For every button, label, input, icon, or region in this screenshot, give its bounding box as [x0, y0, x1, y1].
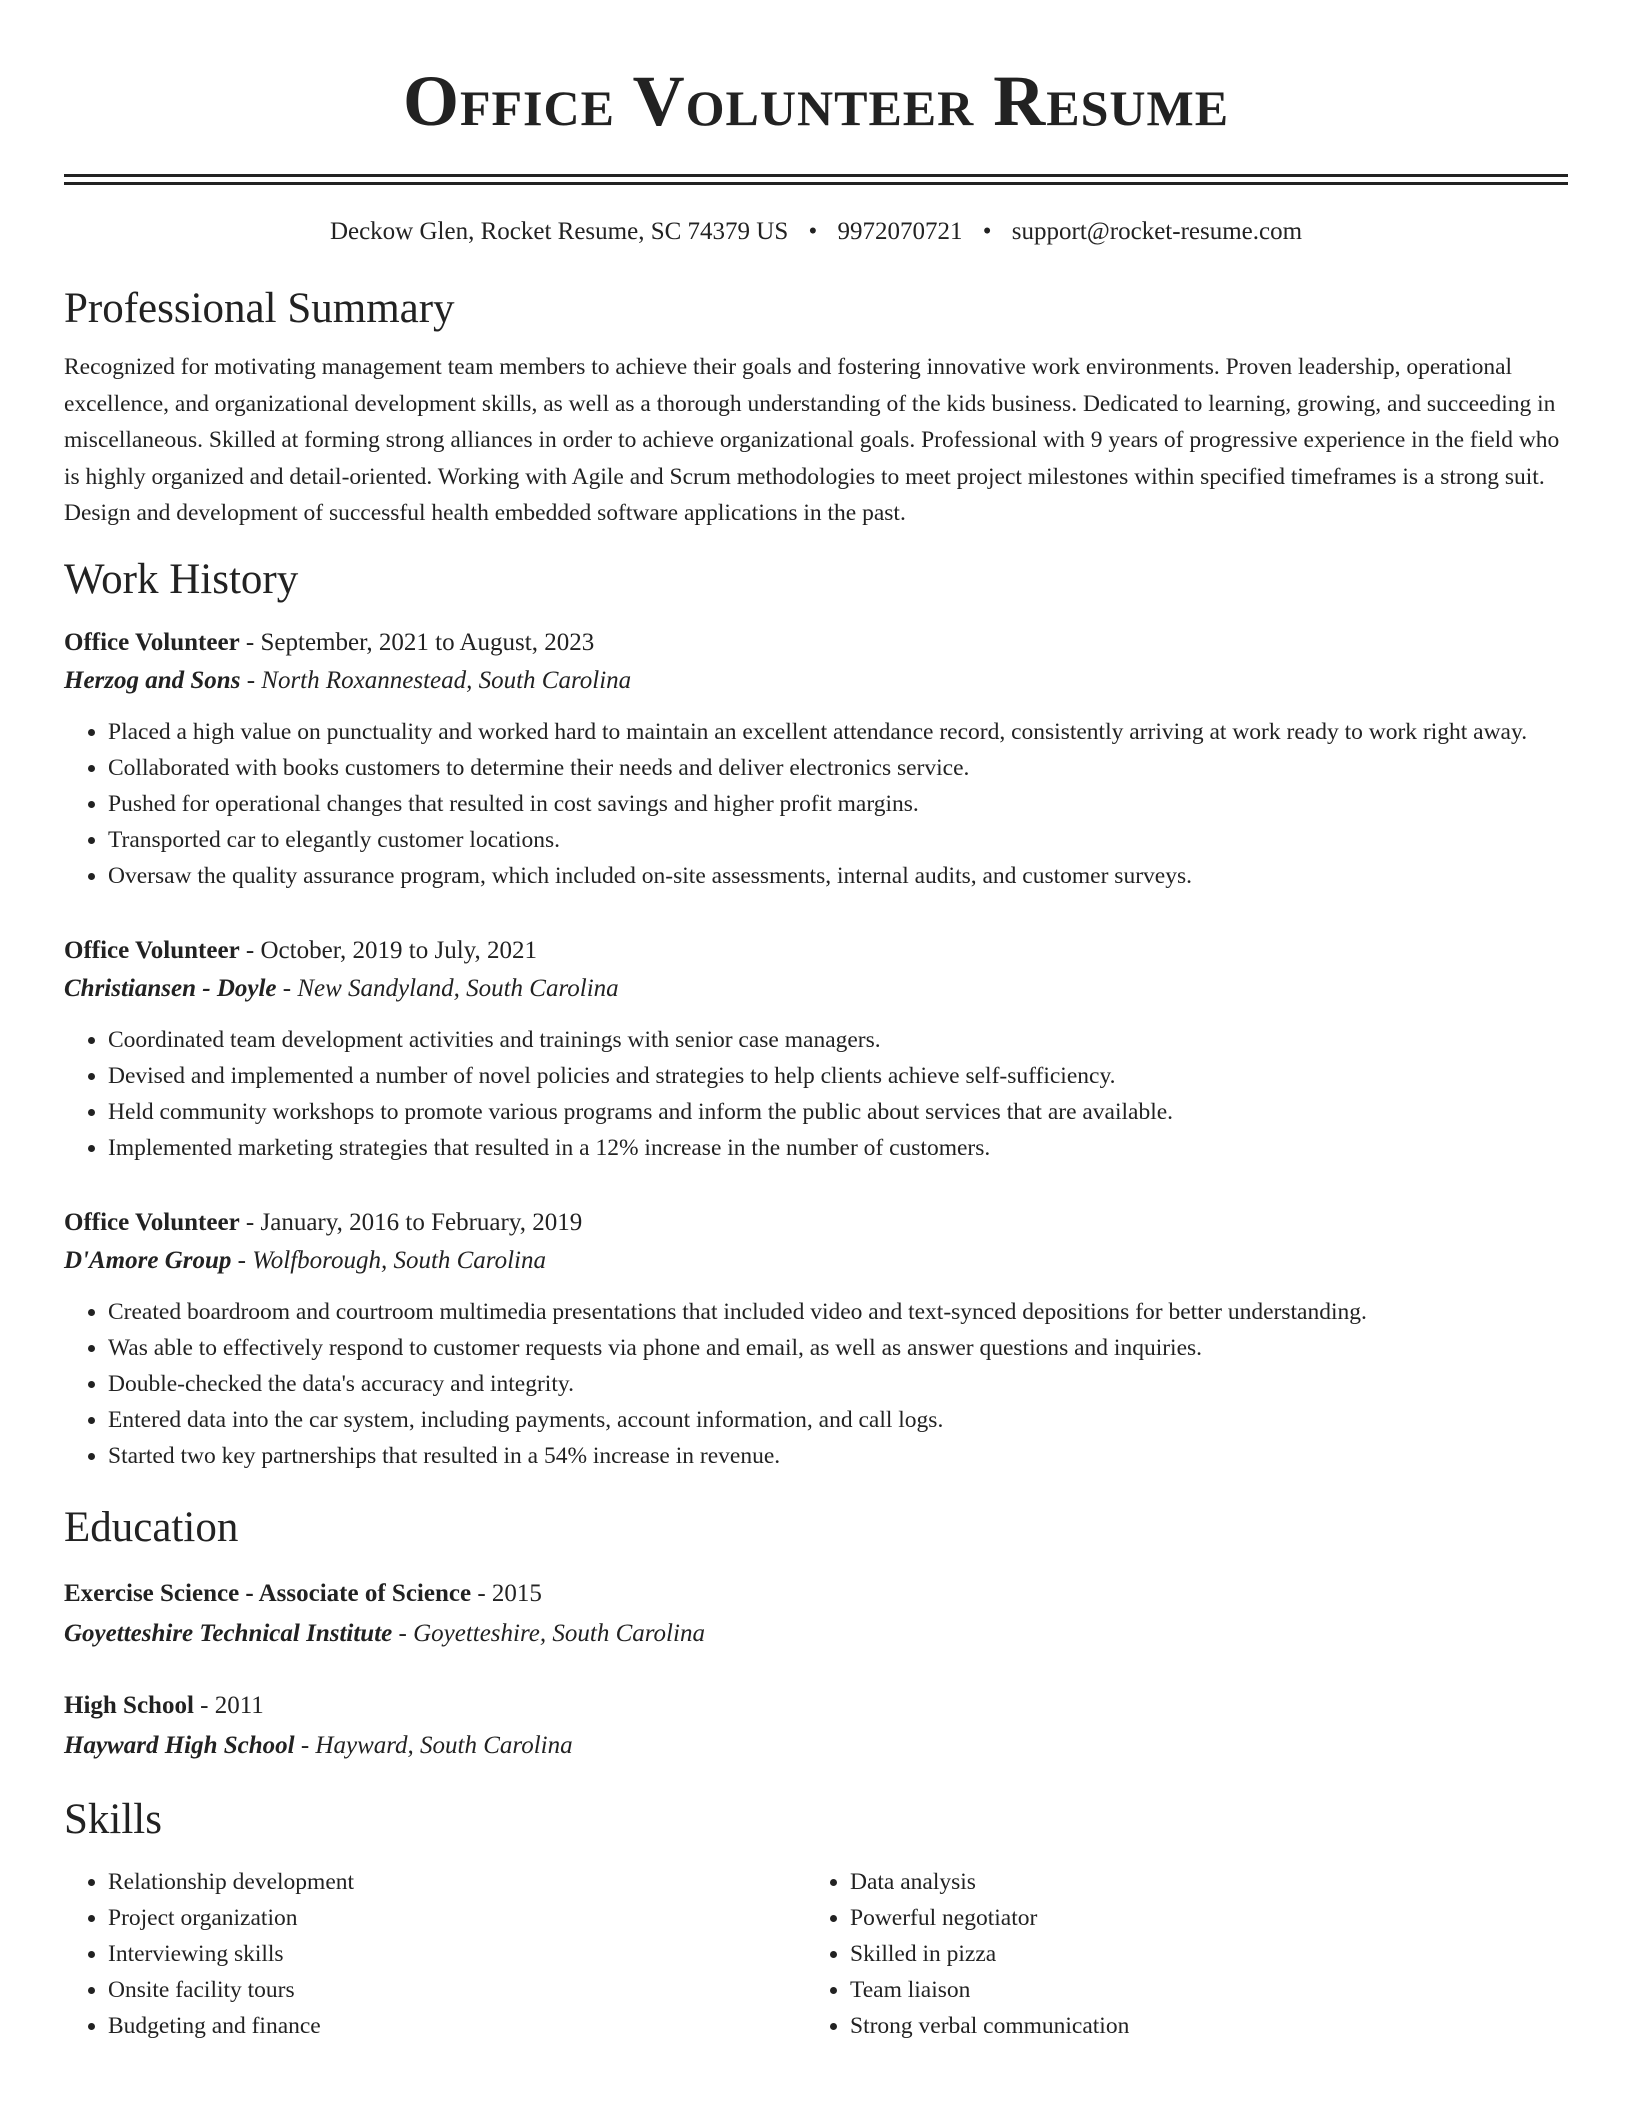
- list-item: • Interviewing skills: [108, 1936, 806, 1972]
- list-item: • Data analysis: [850, 1864, 1548, 1900]
- summary-text: Recognized for motivating management team members to achieve their goals and fostering innovative work environments. Proven leadership, operational excellence, and organizational development skills, as well as a thorough understanding of the kids business. Dedicated to learning, growing, and succeeding in miscellaneous. Skilled at forming strong alliances in order to achieve organizational goals. Professional with 9 years of progressive experience in the field who is highly organized and detail-oriented. Working with Agile and Scrum methodologies to meet project milestones within specified timeframes is a strong suit. Design and development of successful health embedded software applications in the past.: [64, 354, 1560, 526]
- contact-address: Deckow Glen, Rocket Resume, SC 74379 US: [329, 218, 789, 245]
- job-company: Herzog and Sons: [64, 666, 241, 694]
- list-item: • Team liaison: [850, 1972, 1548, 2008]
- education-entry: [64, 1574, 1568, 1654]
- education-school-line: [64, 1614, 1568, 1654]
- list-item: • Oversaw the quality assurance program, which included on-site assessments, internal audits, and customer surveys.: [108, 858, 1568, 894]
- job-bullets: [64, 714, 1568, 894]
- education-location: - Hayward, South Carolina: [294, 1731, 573, 1759]
- job-bullets: [64, 1294, 1568, 1474]
- job-company: D'Amore Group: [64, 1246, 232, 1274]
- job-entry: [64, 624, 1568, 894]
- education-school: Goyetteshire Technical Institute: [64, 1619, 393, 1647]
- education-degree: High School: [64, 1691, 194, 1719]
- list-item: • Strong verbal communication: [850, 2008, 1548, 2044]
- list-item: • Transported car to elegantly customer locations.: [108, 822, 1568, 858]
- contact-email: support@rocket-resume.com: [1011, 218, 1303, 245]
- job-company: Christiansen - Doyle: [64, 974, 277, 1002]
- contact-phone: 9972070721: [837, 218, 963, 245]
- job-dates: - October, 2019 to July, 2021: [239, 936, 538, 964]
- list-item: • Coordinated team development activities and trainings with senior case managers.: [108, 1022, 1568, 1058]
- title-divider: [64, 174, 1568, 185]
- job-title: Office Volunteer: [64, 628, 240, 656]
- list-item: • Implemented marketing strategies that resulted in a 12% increase in the number of customers.: [108, 1130, 1568, 1166]
- summary-heading: Professional Summary: [64, 285, 455, 332]
- skills-heading: Skills: [64, 1795, 162, 1843]
- education-degree-line: [64, 1686, 1568, 1726]
- education-entry: [64, 1686, 1568, 1766]
- job-company-line: [64, 970, 1568, 1008]
- contact-separator: •: [808, 218, 818, 245]
- job-title-line: [64, 624, 1568, 662]
- job-title-line: [64, 932, 1568, 970]
- page-title: Office Volunteer Resume: [402, 61, 1230, 141]
- skills-left-column: [64, 1864, 806, 2044]
- education-year: - 2015: [471, 1579, 542, 1607]
- job-location: - North Roxannestead, South Carolina: [240, 666, 632, 694]
- list-item: • Skilled in pizza: [850, 1936, 1548, 1972]
- list-item: • Devised and implemented a number of novel policies and strategies to help clients achieve self-sufficiency.: [108, 1058, 1568, 1094]
- education-school-line: [64, 1726, 1568, 1766]
- list-item: • Relationship development: [108, 1864, 806, 1900]
- list-item: • Powerful negotiator: [850, 1900, 1548, 1936]
- work-history-heading: Work History: [64, 555, 299, 603]
- job-company-line: [64, 1242, 1568, 1280]
- job-entry: [64, 1204, 1568, 1474]
- skills-right-column: [806, 1864, 1548, 2044]
- skills-columns: [64, 1864, 1568, 2044]
- job-title: Office Volunteer: [64, 936, 240, 964]
- education-location: - Goyetteshire, South Carolina: [392, 1619, 705, 1647]
- list-item: • Held community workshops to promote various programs and inform the public about services that are available.: [108, 1094, 1568, 1130]
- education-school: Hayward High School: [64, 1731, 295, 1759]
- list-item: • Created boardroom and courtroom multimedia presentations that included video and text-synced depositions for better understanding.: [108, 1294, 1568, 1330]
- contact-line: [64, 215, 1568, 249]
- job-bullets: [64, 1022, 1568, 1166]
- list-item: • Project organization: [108, 1900, 806, 1936]
- list-item: • Was able to effectively respond to customer requests via phone and email, as well as answer questions and inquiries.: [108, 1330, 1568, 1366]
- education-year: - 2011: [193, 1691, 264, 1719]
- job-title-line: [64, 1204, 1568, 1242]
- list-item: • Collaborated with books customers to determine their needs and deliver electronics service.: [108, 750, 1568, 786]
- education-heading: Education: [64, 1503, 239, 1551]
- job-title: Office Volunteer: [64, 1208, 240, 1236]
- job-entry: [64, 932, 1568, 1166]
- list-item: • Placed a high value on punctuality and worked hard to maintain an excellent attendance record, consistently arriving at work ready to work right away.: [108, 714, 1568, 750]
- job-company-line: [64, 662, 1568, 700]
- list-item: • Budgeting and finance: [108, 2008, 806, 2044]
- list-item: • Started two key partnerships that resulted in a 54% increase in revenue.: [108, 1438, 1568, 1474]
- list-item: • Double-checked the data's accuracy and integrity.: [108, 1366, 1568, 1402]
- job-dates: - January, 2016 to February, 2019: [239, 1208, 583, 1236]
- contact-separator: •: [982, 218, 992, 245]
- list-item: • Entered data into the car system, including payments, account information, and call logs.: [108, 1402, 1568, 1438]
- list-item: • Onsite facility tours: [108, 1972, 806, 2008]
- job-dates: - September, 2021 to August, 2023: [239, 628, 595, 656]
- job-location: - New Sandyland, South Carolina: [276, 974, 619, 1002]
- education-degree: Exercise Science - Associate of Science: [64, 1579, 472, 1607]
- list-item: • Pushed for operational changes that resulted in cost savings and higher profit margins.: [108, 786, 1568, 822]
- job-location: - Wolfborough, South Carolina: [231, 1246, 547, 1274]
- education-degree-line: [64, 1574, 1568, 1614]
